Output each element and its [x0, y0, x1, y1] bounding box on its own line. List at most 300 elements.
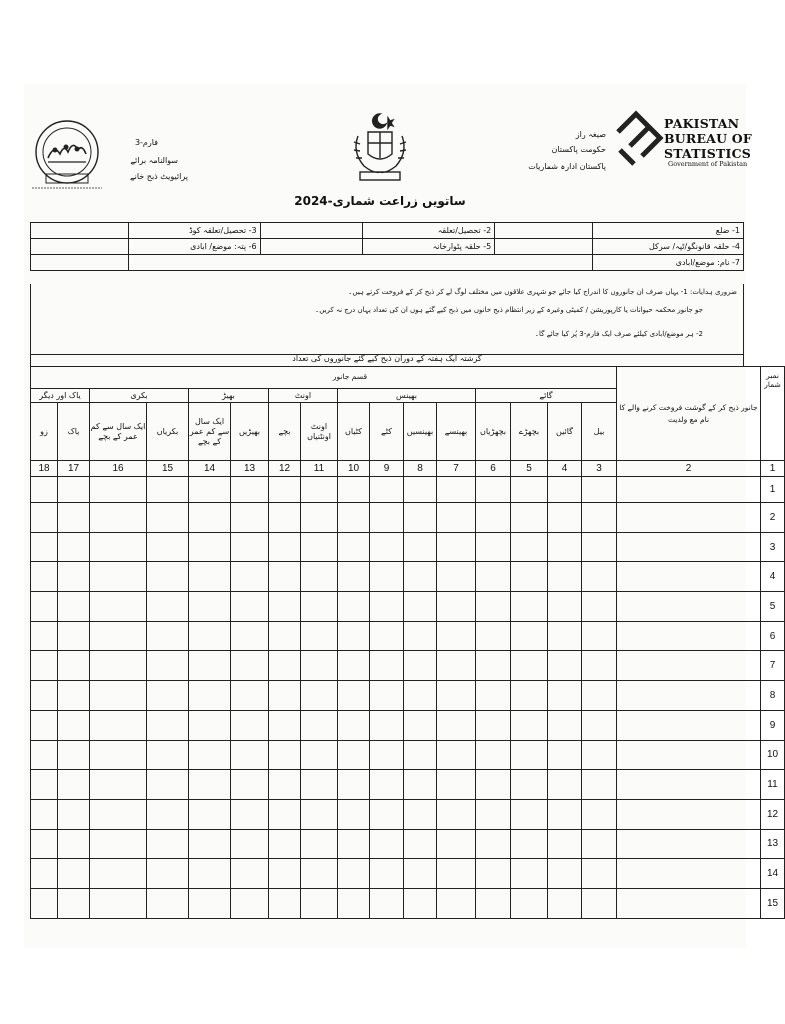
entry-cell[interactable] [189, 799, 231, 829]
entry-cell[interactable] [269, 621, 301, 651]
entry-cell[interactable] [582, 859, 617, 889]
entry-cell[interactable] [476, 592, 511, 622]
entry-cell[interactable] [269, 681, 301, 711]
entry-cell[interactable] [338, 681, 370, 711]
row-serial-number: 8 [761, 681, 785, 711]
entry-cell[interactable] [189, 503, 231, 533]
entry-cell[interactable] [301, 532, 338, 562]
entry-cell[interactable] [404, 681, 437, 711]
entry-cell[interactable] [437, 621, 476, 651]
entry-cell[interactable] [338, 799, 370, 829]
entry-cell[interactable] [269, 799, 301, 829]
entry-cell[interactable] [617, 799, 761, 829]
entry-cell[interactable] [548, 740, 582, 770]
entry-cell[interactable] [476, 621, 511, 651]
entry-cell[interactable] [511, 829, 548, 859]
entry-cell[interactable] [437, 770, 476, 800]
entry-cell[interactable] [90, 799, 147, 829]
entry-cell[interactable] [476, 562, 511, 592]
column-number-12: 12 [269, 461, 301, 477]
entry-cell[interactable] [437, 562, 476, 592]
entry-cell[interactable] [147, 740, 189, 770]
entry-cell[interactable] [548, 829, 582, 859]
entry-cell[interactable] [548, 859, 582, 889]
entry-cell[interactable] [301, 799, 338, 829]
entry-cell[interactable] [189, 681, 231, 711]
entry-cell[interactable] [511, 477, 548, 503]
entry-cell[interactable] [617, 770, 761, 800]
entry-cell[interactable] [582, 888, 617, 918]
entry-cell[interactable] [404, 770, 437, 800]
entry-cell[interactable] [338, 621, 370, 651]
table-row [31, 477, 785, 503]
entry-cell[interactable] [582, 532, 617, 562]
entry-cell[interactable] [370, 532, 404, 562]
row-serial-number: 1 [761, 477, 785, 503]
row-serial-number: 14 [761, 859, 785, 889]
entry-cell[interactable] [476, 770, 511, 800]
entry-cell[interactable] [269, 770, 301, 800]
entry-cell[interactable] [370, 503, 404, 533]
entry-cell[interactable] [617, 503, 761, 533]
entry-cell[interactable] [404, 859, 437, 889]
entry-cell[interactable] [511, 532, 548, 562]
entry-cell[interactable] [58, 651, 90, 681]
entry-cell[interactable] [437, 710, 476, 740]
entry-cell[interactable] [231, 740, 269, 770]
entry-cell[interactable] [90, 888, 147, 918]
entry-cell[interactable] [147, 562, 189, 592]
row-serial-number: 15 [761, 888, 785, 918]
entry-cell[interactable] [370, 651, 404, 681]
entry-cell[interactable] [147, 799, 189, 829]
entry-cell[interactable] [548, 592, 582, 622]
entry-cell[interactable] [548, 503, 582, 533]
entry-cell[interactable] [147, 592, 189, 622]
entry-cell[interactable] [338, 740, 370, 770]
entry-cell[interactable] [582, 799, 617, 829]
entry-cell[interactable] [189, 888, 231, 918]
entry-cell[interactable] [511, 710, 548, 740]
entry-cell[interactable] [90, 829, 147, 859]
entry-cell[interactable] [31, 888, 58, 918]
entry-cell[interactable] [301, 681, 338, 711]
entry-cell[interactable] [301, 621, 338, 651]
entry-cell[interactable] [582, 681, 617, 711]
entry-cell[interactable] [370, 888, 404, 918]
entry-cell[interactable] [189, 770, 231, 800]
entry-cell[interactable] [617, 829, 761, 859]
entry-cell[interactable] [90, 740, 147, 770]
entry-cell[interactable] [617, 621, 761, 651]
entry-cell[interactable] [301, 888, 338, 918]
entry-cell[interactable] [31, 532, 58, 562]
group-buffalo: بھینس [338, 389, 476, 403]
entry-cell[interactable] [231, 651, 269, 681]
entry-cell[interactable] [370, 592, 404, 622]
entry-cell[interactable] [617, 651, 761, 681]
entry-cell[interactable] [617, 562, 761, 592]
entry-cell[interactable] [582, 592, 617, 622]
entry-cell[interactable] [90, 532, 147, 562]
entry-cell[interactable] [404, 740, 437, 770]
entry-cell[interactable] [511, 740, 548, 770]
entry-cell[interactable] [147, 532, 189, 562]
entry-cell[interactable] [90, 503, 147, 533]
entry-cell[interactable] [476, 681, 511, 711]
entry-cell[interactable] [338, 477, 370, 503]
entry-cell[interactable] [31, 562, 58, 592]
entry-cell[interactable] [370, 740, 404, 770]
entry-cell[interactable] [231, 710, 269, 740]
patwar-circle-label: 5- حلقہ پٹوارخانہ [362, 239, 494, 255]
entry-cell[interactable] [437, 477, 476, 503]
entry-cell[interactable] [189, 621, 231, 651]
qanungo-value[interactable] [31, 239, 129, 255]
entry-cell[interactable] [301, 503, 338, 533]
table-row [31, 710, 785, 740]
entry-cell[interactable] [476, 888, 511, 918]
subheader-col-3: بیل [582, 403, 617, 461]
entry-cell[interactable] [147, 829, 189, 859]
entry-cell[interactable] [437, 740, 476, 770]
column-number-6: 6 [476, 461, 511, 477]
entry-cell[interactable] [90, 681, 147, 711]
entry-cell[interactable] [90, 710, 147, 740]
entry-cell[interactable] [231, 592, 269, 622]
instructions-box [30, 284, 744, 355]
qanungo-code-value[interactable] [495, 239, 593, 255]
entry-cell[interactable] [437, 592, 476, 622]
tehsil-value[interactable] [260, 223, 362, 239]
table-subtitle: گزشتہ ایک ہفتہ کے دوران ذبح کیے گئے جانوروں کی تعداد [30, 354, 744, 367]
entry-cell[interactable] [90, 859, 147, 889]
entry-cell[interactable] [231, 503, 269, 533]
entry-cell[interactable] [231, 888, 269, 918]
column-number-17: 17 [58, 461, 90, 477]
entry-cell[interactable] [476, 477, 511, 503]
entry-cell[interactable] [31, 710, 58, 740]
entry-cell[interactable] [301, 859, 338, 889]
entry-cell[interactable] [476, 740, 511, 770]
entry-cell[interactable] [370, 799, 404, 829]
entry-cell[interactable] [301, 592, 338, 622]
entry-cell[interactable] [231, 770, 269, 800]
district-code-value[interactable] [495, 223, 593, 239]
entry-cell[interactable] [437, 503, 476, 533]
entry-cell[interactable] [404, 651, 437, 681]
row-serial-number: 9 [761, 710, 785, 740]
entry-cell[interactable] [476, 799, 511, 829]
subheader-col-12: بچے [269, 403, 301, 461]
entry-cell[interactable] [147, 651, 189, 681]
spare-cell-1 [31, 255, 129, 271]
entry-cell[interactable] [301, 651, 338, 681]
entry-cell[interactable] [511, 503, 548, 533]
entry-cell[interactable] [437, 532, 476, 562]
entry-cell[interactable] [231, 532, 269, 562]
entry-cell[interactable] [58, 681, 90, 711]
entry-cell[interactable] [617, 740, 761, 770]
entry-cell[interactable] [511, 681, 548, 711]
entry-cell[interactable] [338, 532, 370, 562]
entry-cell[interactable] [617, 888, 761, 918]
entry-cell[interactable] [338, 503, 370, 533]
entry-cell[interactable] [147, 888, 189, 918]
entry-cell[interactable] [370, 562, 404, 592]
entry-cell[interactable] [58, 740, 90, 770]
entry-cell[interactable] [147, 477, 189, 503]
entry-cell[interactable] [476, 651, 511, 681]
subheader-col-11: اونٹ اونٹنیاں [301, 403, 338, 461]
entry-cell[interactable] [231, 859, 269, 889]
entry-cell[interactable] [404, 710, 437, 740]
entry-cell[interactable] [31, 799, 58, 829]
entry-cell[interactable] [189, 592, 231, 622]
entry-cell[interactable] [58, 799, 90, 829]
entry-cell[interactable] [58, 859, 90, 889]
entry-cell[interactable] [338, 710, 370, 740]
entry-cell[interactable] [370, 829, 404, 859]
entry-cell[interactable] [189, 740, 231, 770]
row-serial-number: 10 [761, 740, 785, 770]
entry-cell[interactable] [548, 651, 582, 681]
entry-cell[interactable] [269, 740, 301, 770]
entry-cell[interactable] [404, 888, 437, 918]
entry-cell[interactable] [90, 621, 147, 651]
entry-cell[interactable] [31, 859, 58, 889]
entry-cell[interactable] [31, 740, 58, 770]
entry-cell[interactable] [511, 859, 548, 889]
entry-cell[interactable] [548, 799, 582, 829]
pbs-line1: PAKISTAN [664, 116, 740, 131]
entry-cell[interactable] [31, 621, 58, 651]
district-value[interactable] [31, 223, 129, 239]
entry-cell[interactable] [338, 888, 370, 918]
entry-cell[interactable] [338, 651, 370, 681]
entry-cell[interactable] [582, 562, 617, 592]
entry-cell[interactable] [269, 592, 301, 622]
entry-cell[interactable] [269, 651, 301, 681]
mouza-name-value[interactable] [128, 255, 592, 271]
entry-cell[interactable] [189, 829, 231, 859]
entry-cell[interactable] [404, 799, 437, 829]
entry-cell[interactable] [404, 592, 437, 622]
entry-cell[interactable] [147, 621, 189, 651]
entry-cell[interactable] [582, 477, 617, 503]
entry-cell[interactable] [437, 799, 476, 829]
entry-cell[interactable] [582, 770, 617, 800]
patwar-value[interactable] [260, 239, 362, 255]
subheader-col-5: بچھڑے [511, 403, 548, 461]
entry-cell[interactable] [476, 532, 511, 562]
group-goat: بکری [90, 389, 189, 403]
entry-cell[interactable] [511, 562, 548, 592]
entry-cell[interactable] [548, 888, 582, 918]
entry-cell[interactable] [511, 888, 548, 918]
entry-cell[interactable] [147, 681, 189, 711]
row-serial-number: 2 [761, 503, 785, 533]
entry-cell[interactable] [437, 651, 476, 681]
entry-cell[interactable] [582, 740, 617, 770]
entry-cell[interactable] [269, 710, 301, 740]
entry-cell[interactable] [189, 477, 231, 503]
entry-cell[interactable] [231, 621, 269, 651]
entry-cell[interactable] [511, 651, 548, 681]
group-sheep: بھیڑ [189, 389, 269, 403]
entry-cell[interactable] [404, 829, 437, 859]
entry-cell[interactable] [511, 770, 548, 800]
entry-cell[interactable] [511, 592, 548, 622]
entry-cell[interactable] [58, 592, 90, 622]
entry-cell[interactable] [269, 829, 301, 859]
entry-cell[interactable] [90, 770, 147, 800]
entry-cell[interactable] [548, 681, 582, 711]
entry-cell[interactable] [617, 681, 761, 711]
instruction-1: ضروری ہدایات: 1- یہاں صرف ان جانوروں کا اندراج کیا جائے جو شہری علاقوں میں مختلف لوگ لے کر ذبح کر کے فروخت کرتے ہیں۔ [348, 288, 737, 296]
entry-cell[interactable] [582, 503, 617, 533]
entry-cell[interactable] [301, 477, 338, 503]
entry-cell[interactable] [58, 710, 90, 740]
entry-cell[interactable] [90, 562, 147, 592]
entry-cell[interactable] [31, 829, 58, 859]
entry-cell[interactable] [58, 477, 90, 503]
entry-cell[interactable] [582, 829, 617, 859]
entry-cell[interactable] [548, 770, 582, 800]
entry-cell[interactable] [404, 503, 437, 533]
entry-cell[interactable] [147, 859, 189, 889]
entry-cell[interactable] [58, 888, 90, 918]
group-cow: گائے [476, 389, 617, 403]
entry-cell[interactable] [370, 770, 404, 800]
location-info-table [30, 222, 744, 271]
entry-cell[interactable] [301, 562, 338, 592]
entry-cell[interactable] [147, 770, 189, 800]
entry-cell[interactable] [404, 562, 437, 592]
entry-cell[interactable] [147, 503, 189, 533]
entry-cell[interactable] [269, 562, 301, 592]
entry-cell[interactable] [370, 477, 404, 503]
entry-cell[interactable] [189, 710, 231, 740]
entry-cell[interactable] [58, 770, 90, 800]
entry-cell[interactable] [548, 710, 582, 740]
entry-cell[interactable] [476, 710, 511, 740]
entry-cell[interactable] [31, 651, 58, 681]
entry-cell[interactable] [31, 770, 58, 800]
entry-cell[interactable] [404, 477, 437, 503]
entry-cell[interactable] [338, 562, 370, 592]
entry-cell[interactable] [437, 888, 476, 918]
entry-cell[interactable] [338, 592, 370, 622]
entry-cell[interactable] [370, 681, 404, 711]
entry-cell[interactable] [231, 681, 269, 711]
entry-cell[interactable] [301, 740, 338, 770]
entry-cell[interactable] [58, 532, 90, 562]
entry-cell[interactable] [476, 829, 511, 859]
entry-cell[interactable] [269, 888, 301, 918]
entry-cell[interactable] [58, 503, 90, 533]
entry-cell[interactable] [617, 477, 761, 503]
entry-cell[interactable] [617, 532, 761, 562]
entry-cell[interactable] [31, 681, 58, 711]
entry-cell[interactable] [338, 859, 370, 889]
entry-cell[interactable] [437, 859, 476, 889]
entry-cell[interactable] [582, 651, 617, 681]
entry-cell[interactable] [189, 859, 231, 889]
entry-cell[interactable] [301, 710, 338, 740]
column-number-13: 13 [231, 461, 269, 477]
entry-cell[interactable] [548, 621, 582, 651]
table-row [31, 651, 785, 681]
entry-cell[interactable] [90, 651, 147, 681]
entry-cell[interactable] [370, 710, 404, 740]
entry-cell[interactable] [147, 710, 189, 740]
column-number-4: 4 [548, 461, 582, 477]
entry-cell[interactable] [511, 621, 548, 651]
entry-cell[interactable] [231, 799, 269, 829]
entry-cell[interactable] [370, 621, 404, 651]
govt-label: حکومت پاکستان [551, 145, 606, 154]
entry-cell[interactable] [189, 651, 231, 681]
entry-cell[interactable] [31, 503, 58, 533]
entry-cell[interactable] [582, 710, 617, 740]
entry-cell[interactable] [269, 503, 301, 533]
entry-cell[interactable] [476, 859, 511, 889]
group-all-types: قسم جانور [332, 372, 368, 381]
entry-cell[interactable] [582, 621, 617, 651]
entry-cell[interactable] [617, 859, 761, 889]
entry-cell[interactable] [269, 859, 301, 889]
entry-cell[interactable] [231, 562, 269, 592]
entry-cell[interactable] [437, 681, 476, 711]
entry-cell[interactable] [301, 770, 338, 800]
subheader-col-13: بھیڑیں [231, 403, 269, 461]
entry-cell[interactable] [338, 829, 370, 859]
entry-cell[interactable] [476, 503, 511, 533]
entry-cell[interactable] [90, 592, 147, 622]
entry-cell[interactable] [617, 592, 761, 622]
entry-cell[interactable] [31, 477, 58, 503]
table-row [31, 503, 785, 533]
entry-cell[interactable] [90, 477, 147, 503]
row-serial-number: 3 [761, 532, 785, 562]
entry-cell[interactable] [301, 829, 338, 859]
entry-cell[interactable] [437, 829, 476, 859]
form-desc-2: پرائیویٹ ذبح خانے [129, 172, 188, 181]
entry-cell[interactable] [58, 621, 90, 651]
entry-cell[interactable] [31, 592, 58, 622]
entry-cell[interactable] [58, 562, 90, 592]
entry-cell[interactable] [269, 532, 301, 562]
entry-cell[interactable] [404, 532, 437, 562]
entry-cell[interactable] [189, 532, 231, 562]
pbs-line3: STATISTICS [664, 146, 751, 161]
entry-cell[interactable] [189, 562, 231, 592]
entry-cell[interactable] [548, 532, 582, 562]
entry-cell[interactable] [548, 562, 582, 592]
entry-cell[interactable] [511, 799, 548, 829]
entry-cell[interactable] [404, 621, 437, 651]
entry-cell[interactable] [231, 477, 269, 503]
entry-cell[interactable] [269, 477, 301, 503]
entry-cell[interactable] [338, 770, 370, 800]
entry-cell[interactable] [548, 477, 582, 503]
entry-cell[interactable] [370, 859, 404, 889]
entry-cell[interactable] [617, 710, 761, 740]
mouza-name-label: 7- نام: موضع/ابادی [592, 255, 743, 271]
entry-cell[interactable] [231, 829, 269, 859]
entry-cell[interactable] [58, 829, 90, 859]
